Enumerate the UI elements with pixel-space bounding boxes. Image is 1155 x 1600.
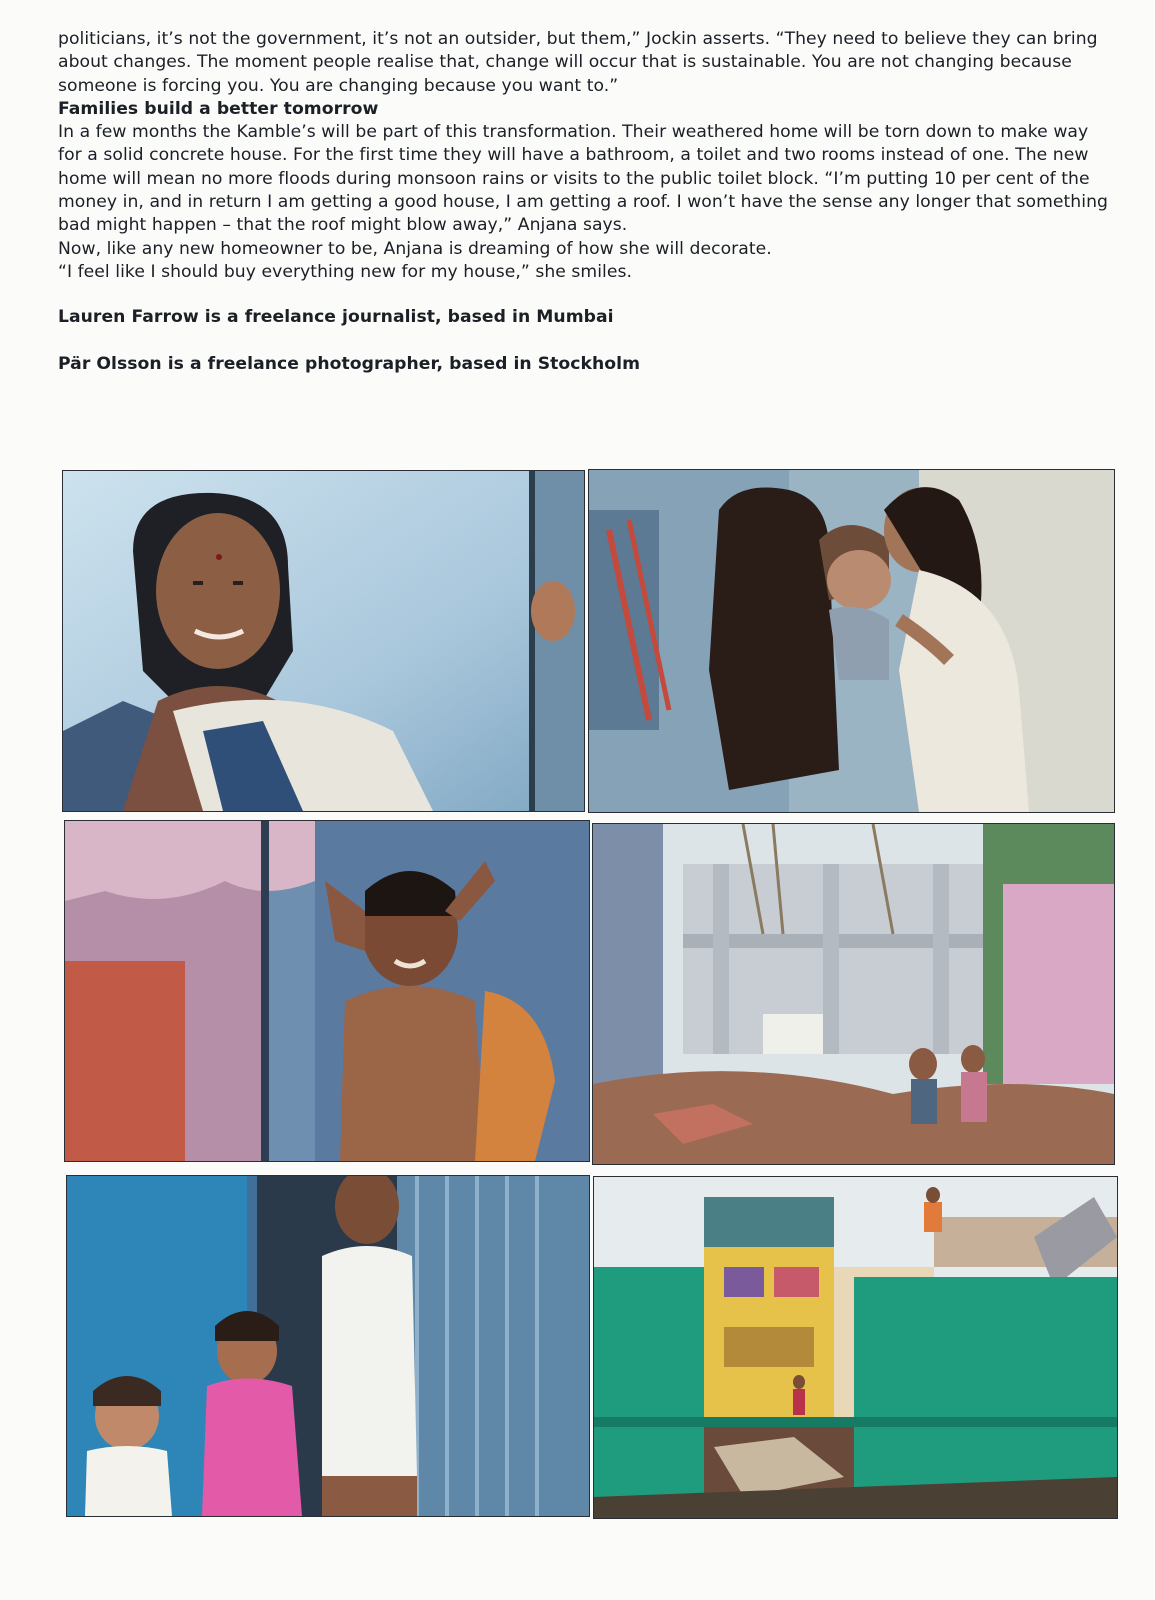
photo-building-construction [592,823,1115,1165]
writer-credit: Lauren Farrow is a freelance journalist, based in Mumbai [58,307,614,328]
photo-women-with-baby [588,469,1115,813]
photo-family-doorway [66,1175,590,1517]
photo-demolished-house [593,1176,1118,1519]
article-paragraph: Now, like any new homeowner to be, Anjana is dreaming of how she will decorate. [58,238,772,259]
section-heading: Families build a better tomorrow [58,98,379,119]
article-paragraph: politicians, it’s not the government, it’s not an outsider, but them,” Jockin asserts. “They need to believe they can bring about changes. The moment people realise that, change will occur that is sustainable. You are not changing because someone is forcing you. You are changing because you want to.” [58,29,1098,96]
photo-woman-portrait [62,470,585,812]
article-paragraph: In a few months the Kamble’s will be part of this transformation. Their weathered home will be torn down to make way for a solid concrete house. For the first time they will have a bathroom, a toilet and two rooms instead of one. The new home will mean no more floods during monsoon rains or visits to the public toilet block. “I’m putting 10 per cent of the money in, and in return I am getting a good house, I am getting a roof. I won’t have the sense any longer that something bad might happen – that the roof might blow away,” Anjana says. [58,122,1108,236]
article-text [58,28,1108,376]
article-paragraph: “I feel like I should buy everything new for my house,” she smiles. [58,261,633,282]
photographer-credit: Pär Olsson is a freelance photographer, based in Stockholm [58,353,641,374]
photo-man-combing-hair [64,820,590,1162]
